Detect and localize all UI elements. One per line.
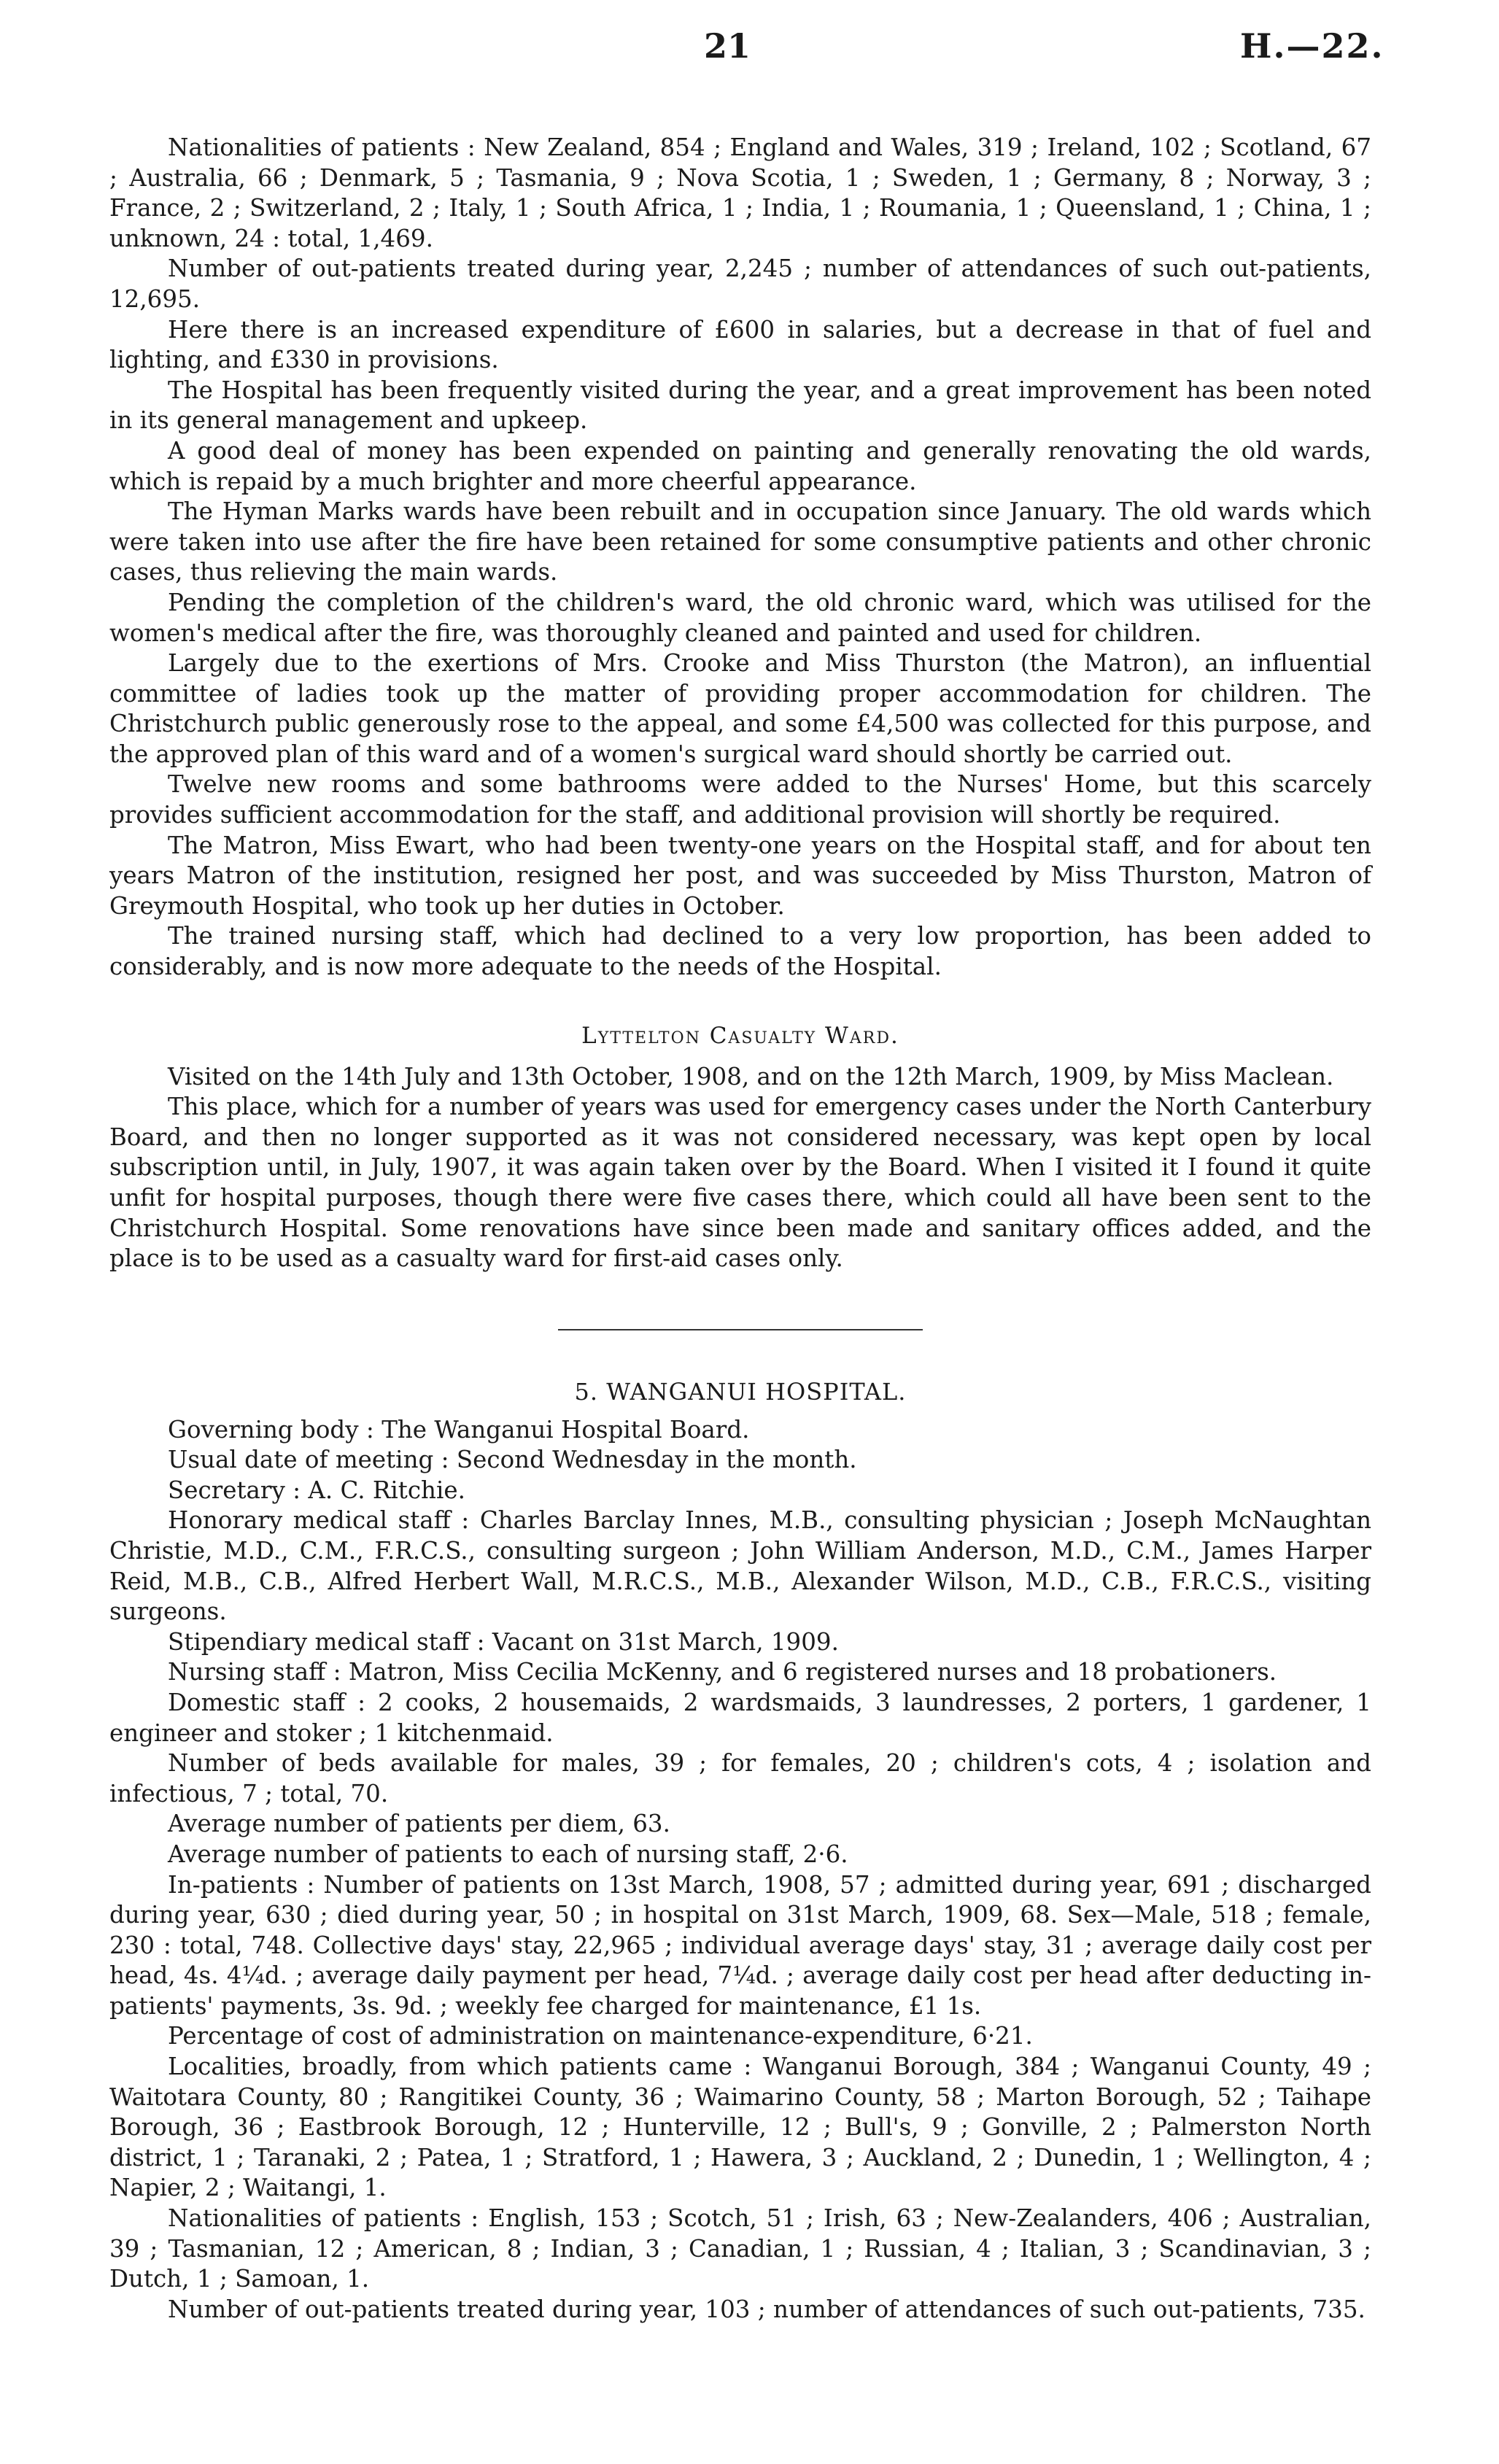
paragraph: Honorary medical staff : Charles Barclay Innes, M.B., consulting physician ; Joseph McNaughtan Christie, M.D., C.M., F.R.C.S., consulting surgeon ; John William Anderson, M.D., C.M., James Harper Reid, M.B., C.B., Alfred Herbert Wall, M.R.C.S., M.B., Alexander Wilson, M.D., C.B., F.R.C.S., visiting surgeons. [109,1506,1371,1626]
paragraph: Number of out-patients treated during year, 103 ; number of attendances of such out-patients, 735. [168,2295,1366,2323]
document-reference: H.—22. [1240,26,1384,66]
paragraph: Usual date of meeting : Second Wednesday in the month. [168,1446,857,1474]
paragraph: Percentage of cost of administration on maintenance-expenditure, 6·21. [168,2022,1033,2050]
paragraph: Pending the completion of the children's ward, the old chronic ward, which was utilised for the women's medical after the fire, was thoroughly cleaned and painted and used for children. [109,588,1371,647]
paragraph: Largely due to the exertions of Mrs. Crooke and Miss Thurston (the Matron), an influential committee of ladies took up the matter of providing proper accommodation for children. The Christchurch public generously rose to the appeal, and some £4,500 was collected for this purpose, and the approved plan of this ward and of a women's surgical ward should shortly be carried out. [109,649,1371,768]
lyttelton-section [109,1021,1371,1274]
section-heading: Lyttelton Casualty Ward. [581,1023,899,1049]
christchurch-section [109,133,1371,983]
paragraph: Governing body : The Wanganui Hospital Board. [168,1415,750,1444]
page-number: 21 [704,26,751,66]
paragraph: The trained nursing staff, which had declined to a very low proportion, has been added to considerably, and is now more adequate to the needs of the Hospital. [109,922,1371,981]
paragraph: Number of beds available for males, 39 ; for females, 20 ; children's cots, 4 ; isolation and infectious, 7 ; total, 70. [109,1749,1371,1808]
paragraph: This place, which for a number of years was used for emergency cases under the North Canterbury Board, and then no longer supported as it was not considered necessary, was kept open by local subscription until, in July, 1907, it was again taken over by the Board. When I visited it I found it quite unfit for hospital purposes, though there were five cases there, which could all have been sent to the Christchurch Hospital. Some renovations have since been made and sanitary offices added, and the place is to be used as a casualty ward for first-aid cases only. [109,1093,1371,1273]
paragraph: Nationalities of patients : New Zealand, 854 ; England and Wales, 319 ; Ireland, 102 ; Scotland, 67 ; Australia, 66 ; Denmark, 5 ; Tasmania, 9 ; Nova Scotia, 1 ; Sweden, 1 ; Germany, 8 ; Norway, 3 ; France, 2 ; Switzerland, 2 ; Italy, 1 ; South Africa, 1 ; India, 1 ; Roumania, 1 ; Queensland, 1 ; China, 1 ; unknown, 24 : total, 1,469. [109,133,1371,252]
paragraph: Visited on the 14th July and 13th October, 1908, and on the 12th March, 1909, by Miss Maclean. [168,1062,1334,1090]
wanganui-section [109,1377,1371,2325]
paragraph: Stipendiary medical staff : Vacant on 31st March, 1909. [168,1627,839,1656]
paragraph: Secretary : A. C. Ritchie. [168,1476,465,1504]
paragraph: Domestic staff : 2 cooks, 2 housemaids, 2 wardsmaids, 3 laundresses, 2 porters, 1 gardener, 1 engineer and stoker ; 1 kitchenmaid. [109,1688,1371,1747]
section-divider [558,1329,923,1330]
paragraph: Number of out-patients treated during year, 2,245 ; number of attendances of such out-patients, 12,695. [109,255,1371,313]
section-heading: 5. WANGANUI HOSPITAL. [574,1378,907,1406]
paragraph: Here there is an increased expenditure of £600 in salaries, but a decrease in that of fuel and lighting, and £330 in provisions. [109,315,1371,374]
paragraph: The Hospital has been frequently visited during the year, and a great improvement has been noted in its general management and upkeep. [109,376,1371,435]
paragraph: In-patients : Number of patients on 13st March, 1908, 57 ; admitted during year, 691 ; discharged during year, 630 ; died during year, 50 ; in hospital on 31st March, 1909, 68. Sex—Male, 518 ; female, 230 : total, 748. Collective days' stay, 22,965 ; individual average days' stay, 31 ; average daily cost per head, 4s. 4¼d. ; average daily payment per head, 7¼d. ; average daily cost per head after deducting in-patients' payments, 3s. 9d. ; weekly fee charged for maintenance, £1 1s. [109,1870,1371,2020]
paragraph: Twelve new rooms and some bathrooms were added to the Nurses' Home, but this scarcely provides sufficient accommodation for the staff, and additional provision will shortly be required. [109,770,1371,829]
paragraph: Nationalities of patients : English, 153 ; Scotch, 51 ; Irish, 63 ; New-Zealanders, 406 ; Australian, 39 ; Tasmanian, 12 ; American, 8 ; Indian, 3 ; Canadian, 1 ; Russian, 4 ; Italian, 3 ; Scandinavian, 3 ; Dutch, 1 ; Samoan, 1. [109,2204,1371,2293]
section-divider-wrap [109,1329,1371,1330]
paragraph: The Hyman Marks wards have been rebuilt and in occupation since January. The old wards which were taken into use after the fire have been retained for some consumptive patients and other chronic cases, thus relieving the main wards. [109,497,1371,586]
paragraph: The Matron, Miss Ewart, who had been twenty-one years on the Hospital staff, and for about ten years Matron of the institution, resigned her post, and was succeeded by Miss Thurston, Matron of Greymouth Hospital, who took up her duties in October. [109,831,1371,920]
paragraph: A good deal of money has been expended on painting and generally renovating the old wards, which is repaid by a much brighter and more cheerful appearance. [109,436,1371,495]
paragraph: Nursing staff : Matron, Miss Cecilia McKenny, and 6 registered nurses and 18 probationers. [168,1658,1277,1686]
paragraph: Average number of patients to each of nursing staff, 2·6. [168,1840,848,1868]
paragraph: Localities, broadly, from which patients came : Wanganui Borough, 384 ; Wanganui County, 49 ; Waitotara County, 80 ; Rangitikei County, 36 ; Waimarino County, 58 ; Marton Borough, 52 ; Taihape Borough, 36 ; Eastbrook Borough, 12 ; Hunterville, 12 ; Bull's, 9 ; Gonville, 2 ; Palmerston North district, 1 ; Taranaki, 2 ; Patea, 1 ; Stratford, 1 ; Hawera, 3 ; Auckland, 2 ; Dunedin, 1 ; Wellington, 4 ; Napier, 2 ; Waitangi, 1. [109,2053,1371,2202]
paragraph: Average number of patients per diem, 63. [168,1810,670,1838]
